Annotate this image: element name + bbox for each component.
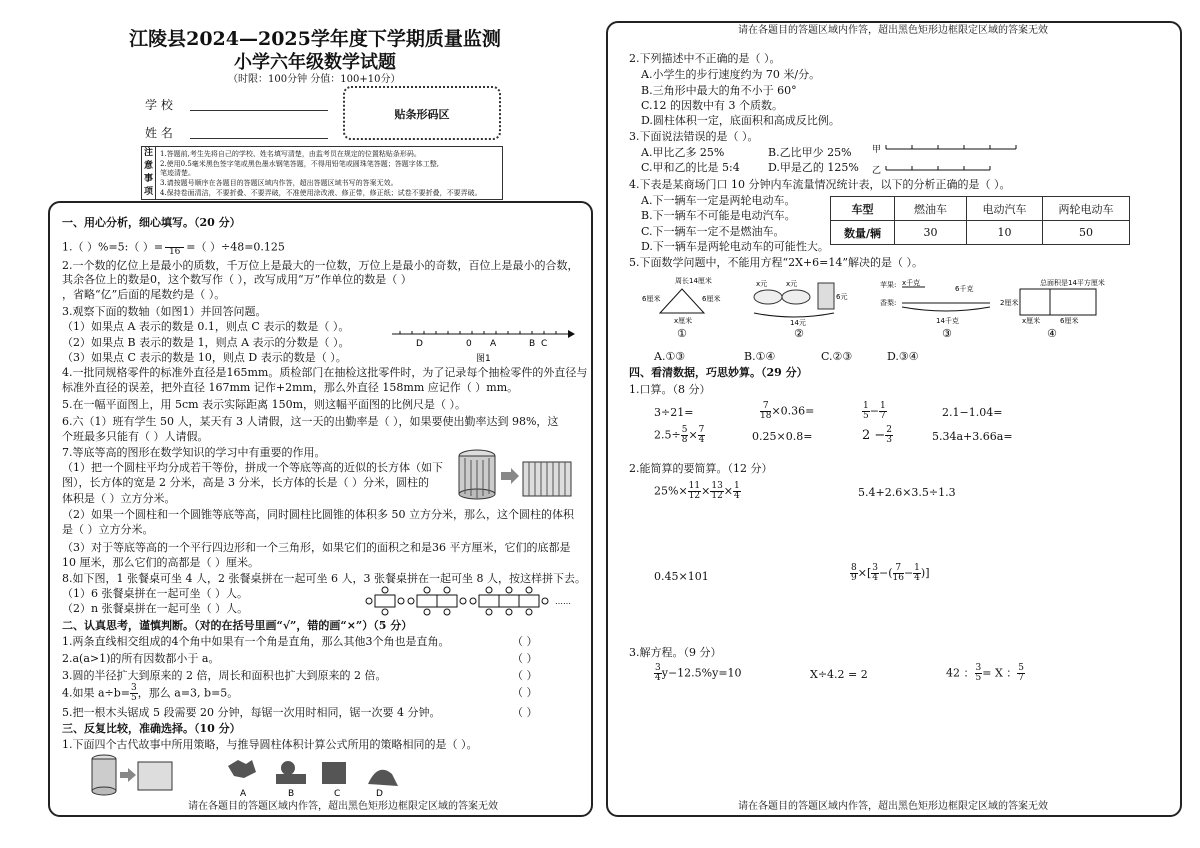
svg-text:香梨:: 香梨: — [880, 299, 897, 307]
svg-text:6元: 6元 — [836, 293, 848, 301]
svg-text:6千克: 6千克 — [955, 285, 974, 293]
svg-text:x厘米: x厘米 — [1022, 317, 1041, 325]
question-3: 3.观察下面的数轴（如图1）并回答问题。 — [62, 305, 267, 318]
question-4: 4.一批同规格零件的标准外直径是165mm。质检部门在抽检这批零件时，为了记录每个抽检零件的外直径与 — [62, 366, 588, 379]
svg-text:x元: x元 — [786, 280, 798, 288]
dining-tables-figure — [365, 585, 575, 617]
svg-text:14元: 14元 — [790, 319, 806, 327]
judge-answer-1[interactable]: （ ） — [512, 635, 538, 648]
svg-text:6厘米: 6厘米 — [642, 295, 661, 303]
section-title: 三、反复比较，准确选择。（10 分） — [62, 722, 241, 735]
oral-item: 5.34a+3.66a= — [932, 430, 1013, 443]
equation-1: $\frac{3}{4}$ y−12.5%y=10 — [655, 663, 742, 683]
judge-5: 5.把一根木头锯成 5 段需要 20 分钟，每锯一次用时相同，锯一次要 4 分钟。 — [62, 706, 441, 719]
svg-text:x元: x元 — [756, 280, 768, 288]
time-limit: （时限：100分钟 分值：100+10分） — [228, 74, 401, 85]
calc-item: 5.4+2.6×3.5÷1.3 — [858, 486, 956, 499]
judge-answer-4[interactable]: （ ） — [512, 686, 538, 699]
oral-item: $\frac{7}{18}$ ×0.36= — [760, 401, 815, 421]
equation-figures — [640, 275, 1160, 343]
section-title: 二、认真思考，谨慎判断。（对的在括号里画“√”，错的画“×”）（5 分） — [62, 619, 413, 632]
judge-answer-5[interactable]: （ ） — [512, 706, 538, 719]
svg-text:乙: 乙 — [872, 166, 882, 176]
judge-3: 3.圆的半径扩大到原来的 2 倍，周长和面积也扩大到原来的 2 倍。 — [62, 669, 387, 682]
svg-text:③: ③ — [942, 327, 952, 340]
option-c: C — [334, 789, 341, 799]
question-8: 8.如下图，1 张餐桌可坐 4 人，2 张餐桌拼在一起可坐 6 人，3 张餐桌拼在一起可坐 8 人，按这样拼下去。 — [62, 572, 586, 585]
svg-text:6厘米: 6厘米 — [702, 295, 721, 303]
svg-text:2厘米: 2厘米 — [1000, 299, 1019, 307]
calc-item: $\frac{8}{9}$ ×[ $\frac{3}{4}$ −( $\frac{7}{16}$ − $\frac{1}{4}$ )] — [851, 563, 930, 583]
notice-line: 笔迹清楚。 — [160, 169, 195, 177]
oral-item: 0.25×0.8= — [752, 430, 813, 443]
svg-text:①: ① — [677, 327, 687, 340]
option-d: D — [376, 789, 383, 799]
judge-answer-2[interactable]: （ ） — [512, 652, 538, 665]
judge-4: 4.如果 a÷b= $\frac{3}{5}$ ，那么 a=3, b=5。 — [62, 683, 239, 703]
school-label: 学 校 — [145, 98, 173, 112]
svg-text:x千克: x千克 — [902, 279, 921, 287]
barcode-label: 贴条形码区 — [394, 108, 450, 121]
oral-item: $\frac{1}{5}$ − $\frac{1}{7}$ — [863, 401, 886, 421]
question-1: 1.（ ）%=5:（ ）= 16 =（ ）÷48=0.125 — [62, 238, 285, 257]
traffic-table — [830, 196, 1130, 245]
notice-line: 4.保持卷面清洁，不要折叠、不要弄破，不准使用涂改液、修正带，修正纸；试卷不要折叠，不要弄破。 — [160, 189, 482, 197]
footer-right: 请在各题目的答题区域内作答，超出黑色矩形边框限定区域的答案无效 — [738, 801, 1048, 812]
judge-2: 2.a(a>1)的所有因数都小于 a。 — [62, 652, 220, 665]
equation-3: 42 ： $\frac{3}{5}$ = X ： $\frac{5}{7}$ — [946, 663, 1025, 683]
svg-text:6厘米: 6厘米 — [1060, 317, 1079, 325]
notice-box — [141, 146, 503, 200]
equation-2: X÷4.2 = 2 — [810, 668, 868, 681]
school-field[interactable] — [190, 110, 328, 111]
oral-item: 2.5÷ $\frac{5}{8}$ × $\frac{7}{4}$ — [654, 425, 705, 445]
section-title: 一、用心分析，细心填写。（20 分） — [62, 216, 241, 229]
notice-line: 2.使用0.5毫米黑色签字笔或黑色墨水钢笔答题，不得用铅笔或圆珠笔答题；答题字体工整, — [160, 160, 440, 168]
exam-title: 江陵县2024—2025学年度下学期质量监测 — [129, 28, 501, 50]
svg-text:14千克: 14千克 — [936, 317, 959, 325]
calc-item: 0.45×101 — [654, 570, 709, 583]
axis-label-0: 0 — [466, 339, 472, 349]
question-7: 7.等底等高的图形在数学知识的学习中有重要的作用。 — [62, 446, 326, 459]
ancient-stories-figure — [88, 754, 408, 800]
svg-text:甲: 甲 — [872, 145, 882, 155]
oral-item: 2.1−1.04= — [942, 406, 1003, 419]
question-2: 2.一个数的亿位上是最小的质数，千万位上是最大的一位数，万位上是最小的奇数，百位上是最小的合数， — [62, 259, 579, 272]
svg-text:②: ② — [794, 327, 804, 340]
choice-1: 1.下面四个古代故事中所用策略，与推导圆柱体积计算公式所用的策略相同的是（ ）。 — [62, 738, 478, 751]
table-row: 数量/辆 30 10 50 — [831, 221, 1130, 245]
notice-line: 3.请按题号顺序在各题目的答题区域内作答，超出答题区域书写的答案无效。 — [160, 179, 398, 187]
svg-text:周长14厘米: 周长14厘米 — [675, 277, 712, 285]
footer-left: 请在各题目的答题区域内作答，超出黑色矩形边框限定区域的答案无效 — [188, 801, 498, 812]
calc-item: 25%× $\frac{11}{12}$ × $\frac{13}{12}$ × $\frac{1}{4}$ — [654, 481, 740, 501]
svg-text:……: …… — [555, 597, 571, 606]
svg-text:④: ④ — [1047, 327, 1057, 340]
section-title: 四、看清数据，巧思妙算。（29 分） — [629, 366, 808, 379]
judge-1: 1.两条直线相交组成的4个角中如果有一个角是直角，那么其他3个角也是直角。 — [62, 635, 450, 648]
option-b: B — [288, 789, 295, 799]
notice-label: 注 意 事 项 — [142, 147, 156, 199]
question-6: 6.六（1）班有学生 50 人，某天有 3 人请假，这一天的出勤率是（ ），如果要使出勤率达到 98%，这 — [62, 415, 559, 428]
cylinder-to-cuboid-figure — [455, 448, 575, 500]
name-field[interactable] — [190, 138, 328, 139]
question-5: 5.在一幅平面图上，用 5cm 表示实际距离 150m，则这幅平面图的比例尺是（ ）。 — [62, 398, 466, 411]
barcode-area — [343, 86, 501, 140]
axis-label-d: D — [416, 339, 423, 349]
axis-label-a: A — [490, 339, 497, 349]
svg-text:总面积是14平方厘米: 总面积是14平方厘米 — [1040, 279, 1105, 287]
notice-line: 1.答题前,考生先将自己的学校、姓名填写清楚，由监考员在规定的位置粘贴条形码。 — [160, 150, 421, 158]
header-right: 请在各题目的答题区域内作答，超出黑色矩形边框限定区域的答案无效 — [738, 25, 1048, 36]
oral-item: 2 − $\frac{2}{3}$ — [862, 425, 893, 445]
oral-item: 3÷21= — [654, 406, 694, 419]
axis-label-c: C — [541, 339, 548, 349]
table-row: 车型 燃油车 电动汽车 两轮电动车 — [831, 197, 1130, 221]
number-line-figure — [390, 322, 575, 364]
svg-text:苹果:: 苹果: — [880, 281, 897, 289]
segment-diagram — [872, 140, 1022, 180]
svg-text:x厘米: x厘米 — [674, 317, 693, 325]
axis-label-b: B — [529, 339, 536, 349]
figure-caption: 图1 — [476, 354, 491, 364]
judge-answer-3[interactable]: （ ） — [512, 669, 538, 682]
name-label: 姓 名 — [145, 126, 173, 140]
exam-subtitle: 小学六年级数学试题 — [234, 52, 396, 73]
option-a: A — [240, 789, 247, 799]
